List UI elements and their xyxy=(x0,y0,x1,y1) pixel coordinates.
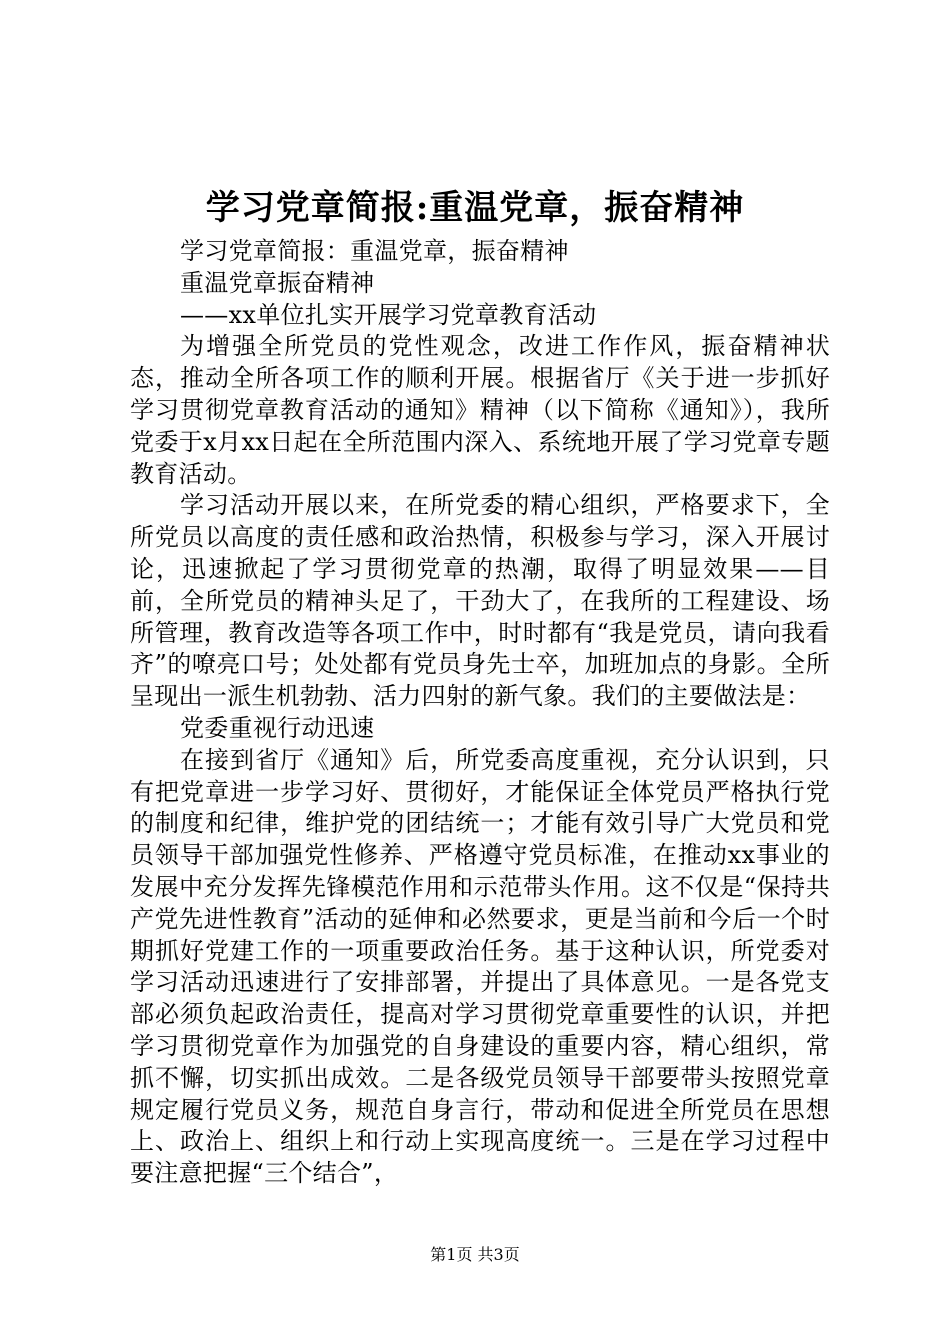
document-body xyxy=(130,236,830,1190)
heading-line: 重温党章振奋精神 xyxy=(180,268,375,297)
byline: ——xx单位扎实开展学习党章教育活动 xyxy=(180,300,597,329)
paragraph-section: 在接到省厅《通知》后，所党委高度重视，充分认识到，只有把党章进一步学习好、贯彻好，才能保证全体党员严格执行党的制度和纪律，维护党的团结统一；才能有效引导广大党员和党员领导干部加强党性修养、严格遵守党员标准，在推动xx事业的发展中充分发挥先锋模范作用和示范带头作用。这不仅是“保持共产党先进性教育”活动的延伸和必然要求，更是当前和今后一个时期抓好党建工作的一项重要政治任务。基于这种认识，所党委对学习活动迅速进行了安排部署，并提出了具体意见。一是各党支部必须负起政治责任，提高对学习贯彻党章重要性的认识，并把学习贯彻党章作为加强党的自身建设的重要内容，精心组织，常抓不懈，切实抓出成效。二是各级党员领导干部要带头按照党章规定履行党员义务，规范自身言行，带动和促进全所党员在思想上、政治上、组织上和行动上实现高度统一。三是在学习过程中要注意把握“三个结合”， xyxy=(130,745,830,1188)
subtitle-line: 学习党章简报：重温党章，振奋精神 xyxy=(180,237,569,265)
paragraph-intro: 为增强全所党员的党性观念，改进工作作风，振奋精神状态，推动全所各项工作的顺利开展。根据省厅《关于进一步抓好学习贯彻党章教育活动的通知》精神（以下简称《通知》），我所党委于x月xx日起在全所范围内深入、系统地开展了学习党章专题教育活动。 xyxy=(130,332,830,488)
section-heading: 党委重视行动迅速 xyxy=(180,713,375,742)
page-footer: 第1页 共3页 xyxy=(430,1245,520,1264)
paragraph-progress: 学习活动开展以来，在所党委的精心组织，严格要求下，全所党员以高度的责任感和政治热情，积极参与学习，深入开展讨论，迅速掀起了学习贯彻党章的热潮，取得了明显效果——目前，全所党员的精神头足了，干劲大了，在我所的工程建设、场所管理，教育改造等各项工作中，时时都有“我是党员，请向我看齐”的嘹亮口号；处处都有党员身先士卒，加班加点的身影。全所呈现出一派生机勃勃、活力四射的新气象。我们的主要做法是： xyxy=(130,491,830,711)
document-title: 学习党章简报:重温党章，振奋精神 xyxy=(205,188,745,228)
